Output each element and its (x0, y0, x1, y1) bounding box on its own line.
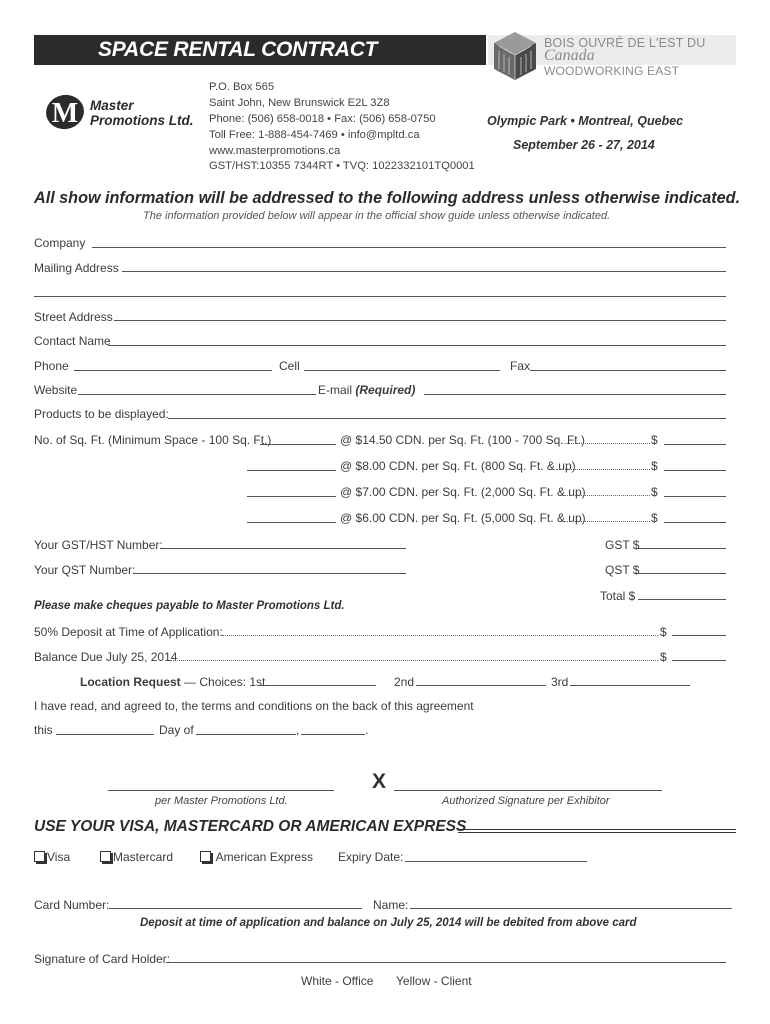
address-tollfree: Toll Free: 1-888-454-7469 • info@mpltd.ca (209, 129, 420, 141)
this-label: this (34, 723, 53, 737)
heading-rule (458, 829, 736, 830)
gst-number-label: Your GST/HST Number: (34, 538, 163, 552)
amount-field-2[interactable] (664, 455, 726, 471)
rate-label-4: @ $6.00 CDN. per Sq. Ft. (5,000 Sq. Ft. & up) (340, 511, 586, 525)
cell-field[interactable] (304, 355, 500, 371)
phone-label: Phone (34, 359, 69, 373)
company-field[interactable] (92, 232, 726, 248)
dotted-leader (170, 660, 658, 661)
phone-field[interactable] (74, 355, 272, 371)
mailing-address-field[interactable] (122, 256, 726, 272)
agreement-text: I have read, and agreed to, the terms and conditions on the back of this agreement (34, 699, 474, 713)
email-label (318, 383, 415, 397)
total-amount-field[interactable] (638, 584, 726, 600)
sqft-field-3[interactable] (247, 481, 336, 497)
qst-label: QST $ (605, 563, 640, 577)
location-choice-3rd-field[interactable] (570, 670, 690, 686)
sqft-label: No. of Sq. Ft. (Minimum Space - 100 Sq. Ft.) (34, 433, 272, 447)
cell-label: Cell (279, 359, 300, 373)
balance-amount-field[interactable] (672, 645, 726, 661)
amount-field-3[interactable] (664, 481, 726, 497)
gst-number-field[interactable] (160, 533, 406, 549)
info-headline: All show information will be addressed to the following address unless otherwise indicated. (34, 189, 741, 207)
address-phone: Phone: (506) 658-0018 • Fax: (506) 658-0750 (209, 113, 436, 125)
footer-white-copy: White - Office (301, 974, 374, 988)
company-label: Company (34, 236, 86, 250)
sqft-field-4[interactable] (247, 507, 336, 523)
cheques-note: Please make cheques payable to Master Promotions Ltd. (34, 600, 345, 612)
mastercard-label: Mastercard (113, 850, 174, 864)
products-label: Products to be displayed: (34, 407, 169, 421)
location-request-text: Location Request (80, 675, 181, 689)
mastercard-checkbox[interactable] (100, 851, 111, 862)
address-pobox: P.O. Box 565 (209, 81, 275, 93)
dollar-sign: $ (651, 433, 658, 447)
cube-logo-icon (493, 31, 537, 84)
m-logo-icon (44, 92, 88, 132)
day-field[interactable] (56, 719, 154, 735)
partner-logo-line1: BOIS OUVRÉ DE L'EST DU (544, 36, 706, 50)
qst-number-field[interactable] (134, 558, 406, 574)
address-city: Saint John, New Brunswick E2L 3Z8 (209, 97, 390, 109)
master-promotions-logo (44, 92, 88, 135)
heading-rule (458, 832, 736, 833)
logo-letter: M (51, 98, 79, 129)
fax-label: Fax (510, 359, 531, 373)
event-location: Olympic Park • Montreal, Quebec (487, 114, 684, 128)
comma-text: , (296, 723, 300, 737)
card-number-field[interactable] (109, 893, 362, 909)
payment-heading: USE YOUR VISA, MASTERCARD OR AMERICAN EXPRESS (34, 818, 467, 835)
cardholder-signature-label: Signature of Card Holder: (34, 952, 171, 966)
year-field[interactable] (301, 719, 365, 735)
info-subheadline: The information provided below will appear in the official show guide unless otherwise indicated. (143, 210, 611, 222)
event-dates: September 26 - 27, 2014 (513, 138, 655, 152)
location-choices-text: — Choices: 1st (184, 675, 266, 689)
qst-amount-field[interactable] (638, 558, 726, 574)
deposit-amount-field[interactable] (672, 620, 726, 636)
dollar-sign: $ (651, 485, 658, 499)
day-of-label: Day of (159, 723, 194, 737)
total-label: Total $ (600, 589, 636, 603)
dotted-leader (565, 495, 650, 496)
cardholder-signature-field[interactable] (166, 947, 726, 963)
per-master-caption: per Master Promotions Ltd. (155, 795, 288, 807)
amex-label: American Express (215, 850, 314, 864)
mailing-address-label: Mailing Address (34, 261, 119, 275)
location-request-label (80, 675, 265, 689)
deposit-label: 50% Deposit at Time of Application: (34, 625, 223, 639)
logo-text-master: Master (90, 98, 134, 113)
amex-checkbox[interactable] (200, 851, 211, 862)
email-required-note: (Required) (355, 383, 416, 397)
partner-logo-line2: Canada (544, 47, 595, 64)
dollar-sign: $ (651, 459, 658, 473)
rate-label-1: @ $14.50 CDN. per Sq. Ft. (100 - 700 Sq. Ft.) (340, 433, 585, 447)
period-text: . (365, 723, 369, 737)
footer-yellow-copy: Yellow - Client (396, 974, 472, 988)
contact-name-field[interactable] (108, 330, 726, 346)
street-address-field[interactable] (114, 305, 726, 321)
location-choice-1st-field[interactable] (258, 670, 376, 686)
mastercard-option[interactable] (100, 850, 173, 864)
signature-x-mark: X (372, 770, 387, 793)
second-label: 2nd (394, 675, 415, 689)
expiry-label: Expiry Date: (338, 850, 404, 864)
master-promotions-signature-field[interactable] (108, 775, 334, 791)
address-website: www.masterpromotions.ca (209, 145, 341, 157)
website-field[interactable] (78, 379, 316, 395)
dotted-leader (556, 469, 650, 470)
gst-amount-field[interactable] (638, 533, 726, 549)
dollar-sign: $ (651, 511, 658, 525)
logo-text-promotions: Promotions Ltd. (90, 113, 194, 128)
amount-field-1[interactable] (664, 429, 726, 445)
balance-label: Balance Due July 25, 2014 (34, 650, 178, 664)
card-number-label: Card Number: (34, 898, 110, 912)
dotted-leader (565, 521, 650, 522)
third-label: 3rd (551, 675, 569, 689)
email-label-text: E-mail (318, 383, 353, 397)
street-address-label: Street Address (34, 310, 113, 324)
dotted-leader (222, 635, 658, 636)
gst-label: GST $ (605, 538, 640, 552)
exhibitor-signature-field[interactable] (394, 775, 662, 791)
sqft-field-2[interactable] (247, 455, 336, 471)
mailing-address-line2-field[interactable] (34, 281, 726, 297)
sqft-field-1[interactable] (260, 429, 336, 445)
authorized-signature-caption: Authorized Signature per Exhibitor (442, 795, 610, 807)
amount-field-4[interactable] (664, 507, 726, 523)
visa-option[interactable] (34, 850, 70, 864)
expiry-field[interactable] (405, 846, 587, 862)
cardholder-name-field[interactable] (410, 893, 732, 909)
name-label: Name: (373, 898, 409, 912)
amex-option[interactable] (200, 850, 313, 864)
qst-number-label: Your QST Number: (34, 563, 136, 577)
rate-label-2: @ $8.00 CDN. per Sq. Ft. (800 Sq. Ft. & up) (340, 459, 576, 473)
website-label: Website (34, 383, 78, 397)
debit-note: Deposit at time of application and balance on July 25, 2014 will be debited from above card (140, 917, 637, 929)
dotted-leader (565, 443, 650, 444)
dollar-sign: $ (660, 650, 667, 664)
month-field[interactable] (196, 719, 296, 735)
page-title: SPACE RENTAL CONTRACT (98, 38, 378, 61)
products-field[interactable] (168, 403, 726, 419)
contact-name-label: Contact Name (34, 334, 111, 348)
rate-label-3: @ $7.00 CDN. per Sq. Ft. (2,000 Sq. Ft. & up) (340, 485, 586, 499)
address-tax: GST/HST:10355 7344RT • TVQ: 1022332101TQ0001 (209, 160, 475, 172)
visa-checkbox[interactable] (34, 851, 45, 862)
partner-logo-line3: WOODWORKING EAST (544, 64, 680, 78)
fax-field[interactable] (530, 355, 726, 371)
visa-label: Visa (47, 850, 71, 864)
location-choice-2nd-field[interactable] (416, 670, 546, 686)
dollar-sign: $ (660, 625, 667, 639)
email-field[interactable] (424, 379, 726, 395)
